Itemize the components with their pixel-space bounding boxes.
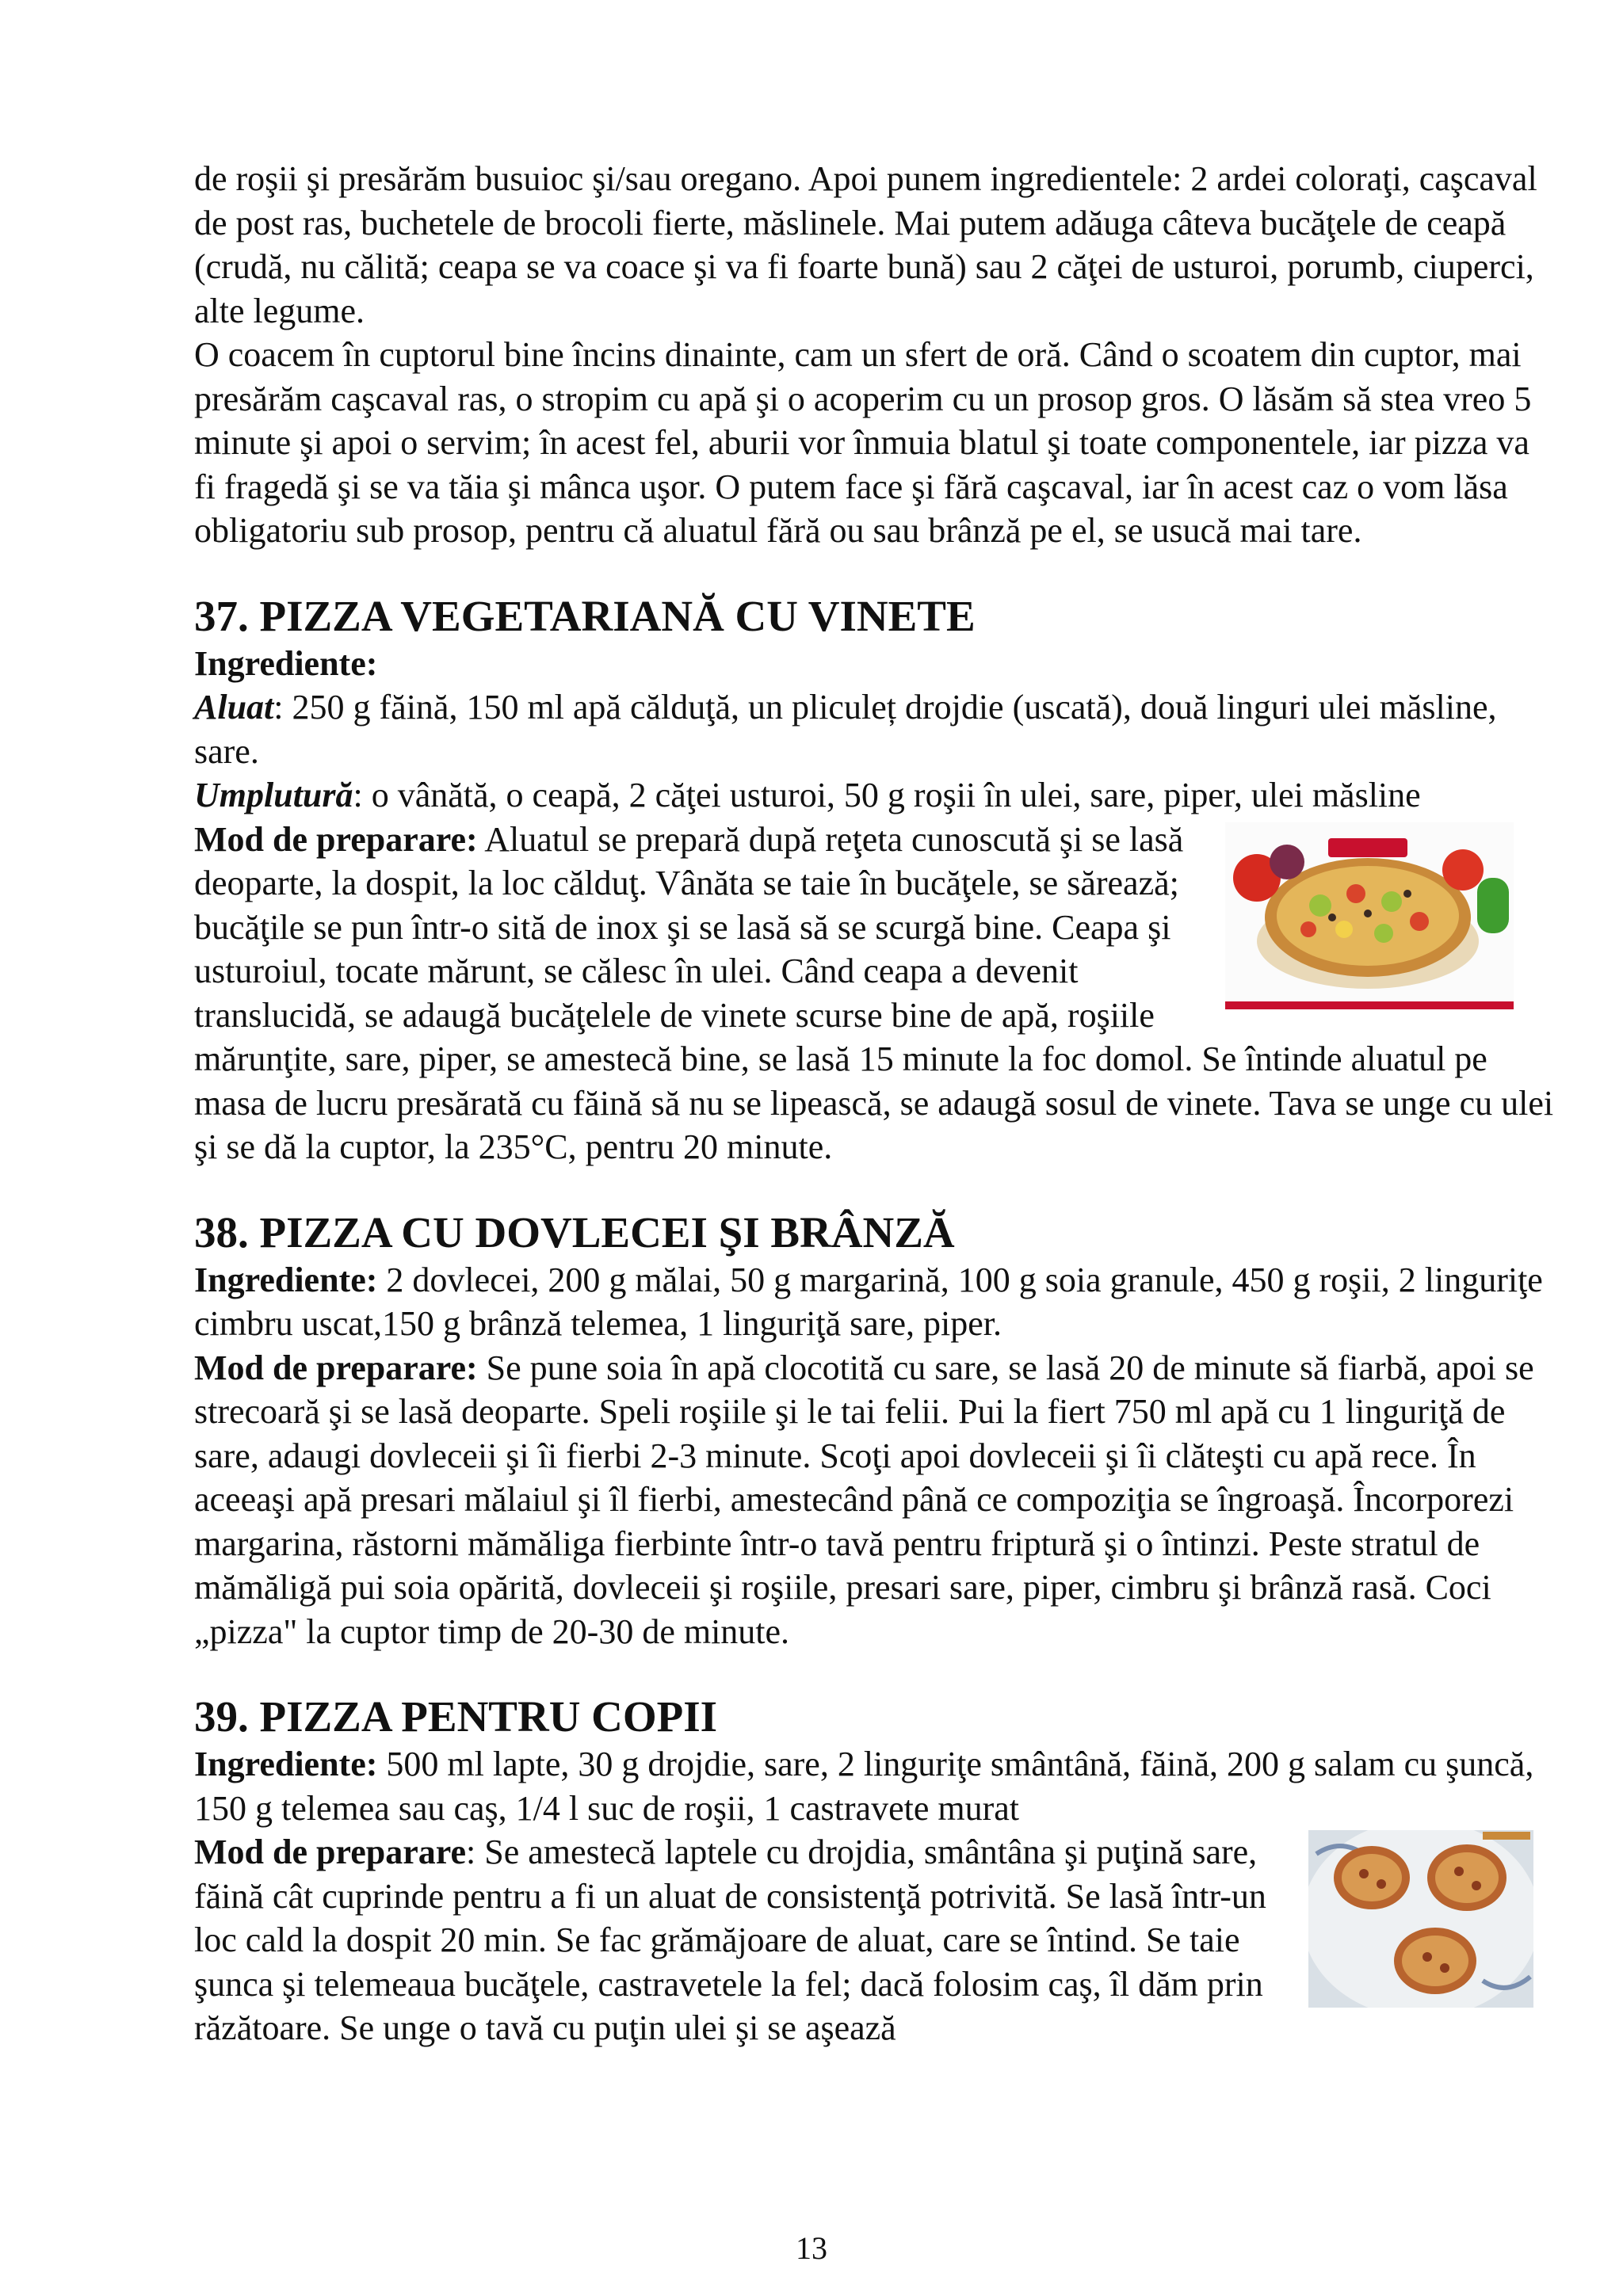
dough-label: Aluat [194, 688, 274, 727]
recipe-39-title: 39. PIZZA PENTRU COPII [194, 1692, 718, 1741]
dough-text: : 250 g făină, 150 ml apă călduţă, un pliculeț drojdie (uscată), două linguri ulei măsline, sare. [194, 688, 1497, 771]
recipe-37-title: 37. PIZZA VEGETARIANĂ CU VINETE [194, 591, 976, 640]
filling-text: : o vânătă, o ceapă, 2 căţei usturoi, 50 g roşii în ulei, sare, piper, ulei măsline [353, 776, 1421, 814]
method-text: Se pune soia în apă clocotită cu sare, se lasă 20 de minute să fiarbă, apoi se strecoară şi se lasă deoparte. Speli roşiile şi le tai felii. Pui la fiert 750 ml apă cu 1 linguriţă de sare, adaugi dovleceii şi îi fierbi 2-3 minute. Scoţi apoi dovleceii şi îi clăteşti cu apă rece. În aceeaşi apă presari mălaiul şi îl fierbi, amestecând până ce compoziţia se îngroaşă. Încorporezi margarina, răstorni mămăliga fierbinte într-o tavă pentru friptură şi o întinzi. Peste stratul de mămăligă pui soia opărită, dovleceii şi roşiile, presari sare, piper, cimbru şi brânză rasă. Coci „pizza" la cuptor timp de 20-30 de minute. [194, 1348, 1534, 1651]
intro-paragraph-1: de roşii şi presărăm busuioc şi/sau oregano. Apoi punem ingredientele: 2 ardei coloraţi, caşcaval de post ras, buchetele de brocoli fierte, măslinele. Mai putem adăuga câteva bucăţele de ceapă (crudă, nu călită; ceapa se va coace şi va fi foarte bună) sau 2 căţei de usturoi, porumb, ciuperci, alte legume. [194, 159, 1537, 330]
recipe-37-dough [194, 685, 1557, 773]
ingredients-text: 500 ml lapte, 30 g drojdie, sare, 2 linguriţe smântână, făină, 200 g salam cu şuncă, 150 g telemea sau caş, 1/4 l suc de roşii, 1 castravete murat [194, 1745, 1534, 1828]
ingredients-label: Ingrediente: [194, 1260, 378, 1299]
vegetarian-pizza-illustration [1225, 822, 1514, 1001]
recipe-37-filling [194, 773, 1557, 818]
method-label: Mod de preparare: [194, 1348, 478, 1387]
recipe-38-ingredients [194, 1258, 1557, 1346]
page-number: 13 [796, 2230, 827, 2266]
method-label: Mod de preparare: [194, 819, 478, 859]
kids-pizza-illustration [1308, 1830, 1533, 2008]
vegetarian-pizza-image [1225, 822, 1514, 1009]
intro-paragraph-2: O coacem în cuptorul bine încins dinainte, cam un sfert de oră. Când o scoatem din cuptor, mai presărăm caşcaval ras, o stropim cu apă şi o acoperim cu un prosop gros. O lăsăm să stea vreo 5 minute şi apoi o servim; în acest fel, aburii vor înmuia blatul şi toate componentele, iar pizza va fi fragedă şi se va tăia şi mânca uşor. O putem face şi fără caşcaval, iar în acest caz o vom lăsa obligatoriu sub prosop, pentru că aluatul fără ou sau brânză pe el, se usucă mai tare. [194, 335, 1532, 550]
method-label: Mod de preparare [194, 1833, 466, 1871]
ingredients-text: 2 dovlecei, 200 g mălai, 50 g margarină, 100 g soia granule, 450 g roşii, 2 linguriţe cimbru uscat,150 g brânză telemea, 1 linguriţă sare, piper. [194, 1260, 1543, 1343]
ingredients-label: Ingrediente: [194, 1745, 378, 1783]
recipe-39-ingredients [194, 1742, 1557, 1830]
method-text: Aluatul se prepară după reţeta cunoscută şi se lasă deoparte, la dospit, la loc călduţ. Vânăta se taie în bucăţele, se sărează; bucăţile se pun într-o sită de inox şi se lasă să se scurgă bine. Ceapa şi usturoiul, tocate mărunt, se călesc în ulei. Când ceapa a devenit translucidă, se adaugă bucăţelele de vinete scurse bine de apă, roşiile mărunţite, sare, piper, se amestecă bine, se lasă 15 minute la foc domol. Se întinde aluatul pe masa de lucru presărată cu făină să nu se lipească, se adaugă sosul de vinete. Tava se unge cu ulei şi se dă la cuptor, la 235°C, pentru 20 minute. [194, 819, 1554, 1166]
method-text: : Se amestecă laptele cu drojdia, smântâna şi puţină sare, făină cât cuprinde pentru a fi un aluat de consistenţă potrivită. Se lasă într-un loc cald la dospit 20 min. Se fac grămăjoare de aluat, care se întind. Se taie şunca şi telemeaua bucăţele, castravetele la fel; dacă folosim caş, îl dăm prin răzătoare. Se unge o tavă cu puţin ulei şi se aşează [194, 1833, 1266, 2047]
kids-pizza-image [1308, 1830, 1533, 2008]
recipe-38-method [194, 1346, 1557, 1654]
filling-label: Umplutură [194, 776, 353, 814]
recipe-37-ingredients-label: Ingrediente: [194, 643, 378, 683]
recipe-38-title: 38. PIZZA CU DOVLECEI ŞI BRÂNZĂ [194, 1207, 955, 1257]
document-page [194, 157, 1557, 2050]
